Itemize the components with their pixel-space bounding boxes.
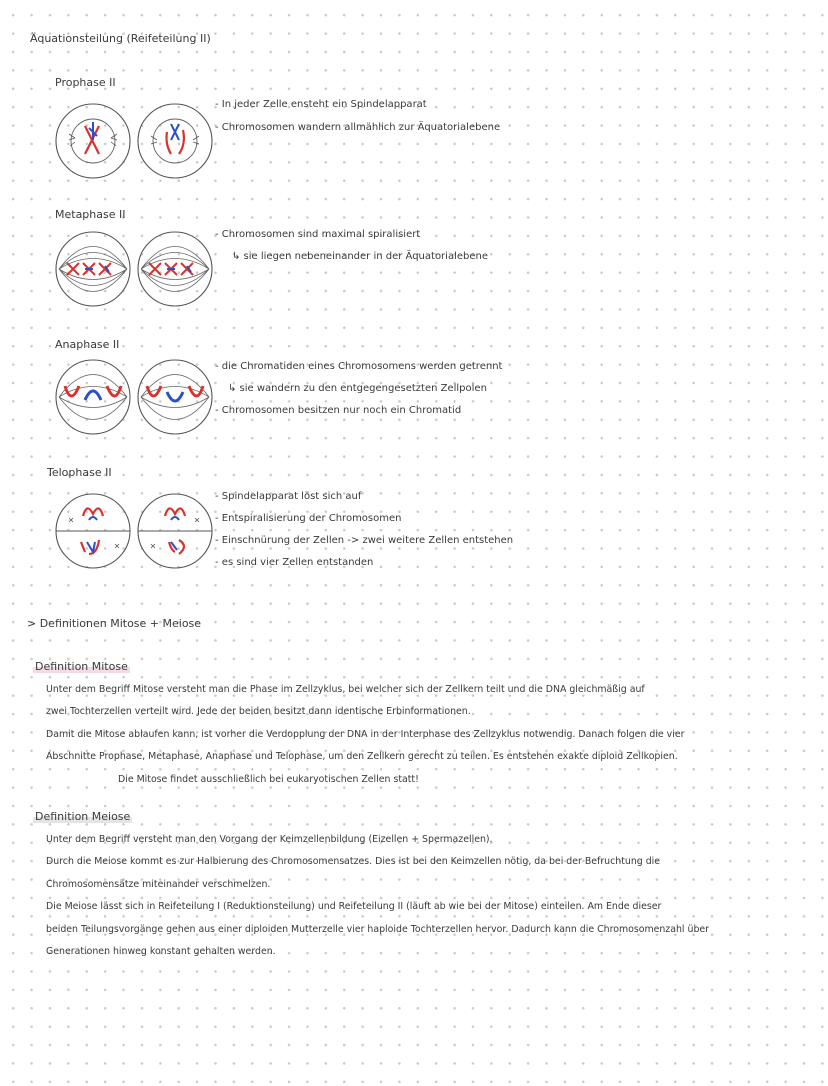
- telophase-note-3: - Einschnürung der Zellen -> zwei weitere Zellen entstehen: [215, 535, 514, 546]
- mitose-heading: [33, 660, 130, 673]
- metaphase-note-2: ↳ sie liegen nebeneinander in der Äquatorialebene: [232, 251, 488, 262]
- prophase-cell-diagram: [55, 100, 215, 182]
- page-title: Äquationsteilung (Reifeteilung II): [30, 32, 211, 45]
- anaphase-note-2: ↳ sie wandern zu den entgegengesetzten Zellpolen: [228, 383, 487, 394]
- meiose-heading-text: Definition Meiose: [35, 810, 131, 823]
- meiose-line-4: Die Meiose lässt sich in Reifeteilung I (Reduktionsteilung) und Reifeteilung II (läuft ab wie bei der Mitose) einteilen. Am Ende dieser: [46, 901, 662, 913]
- meiose-heading: [33, 810, 132, 823]
- meiose-line-1: Unter dem Begriff versteht man den Vorgang der Keimzellenbildung (Eizellen + Spermazellen).: [46, 834, 493, 845]
- prophase-note-2: - Chromosomen wandern allmählich zur Äquatorialebene: [215, 122, 501, 133]
- prophase-note-1: - In jeder Zelle ensteht ein Spindelapparat: [215, 99, 427, 110]
- phase-title-prophase: Prophase II: [55, 76, 116, 89]
- metaphase-note-1: - Chromosomen sind maximal spiralisiert: [215, 229, 421, 240]
- phase-title-telophase: Telophase II: [47, 466, 112, 479]
- mitose-line-2: zwei Tochterzellen verteilt wird. Jede der beiden besitzt dann identische Erbinformationen.: [46, 706, 471, 718]
- telophase-note-1: - Spindelapparat löst sich auf: [215, 491, 362, 502]
- telophase-cell-diagram: [55, 490, 215, 572]
- mitose-line-3: Damit die Mitose ablaufen kann, ist vorher die Verdopplung der DNA in der Interphase des Zellzyklus notwendig. Danach folgen die vier: [46, 728, 685, 740]
- anaphase-note-3: - Chromosomen besitzen nur noch ein Chromatid: [215, 405, 462, 416]
- mitose-line-4: Abschnitte Prophase, Metaphase, Anaphase und Telophase, um den Zellkern gerecht zu teilen. Es entstehen exakte diploid Zellkopien.: [46, 751, 678, 763]
- meiose-paragraph: [46, 829, 709, 963]
- metaphase-cell-diagram: [55, 228, 215, 310]
- anaphase-cell-diagram: [55, 356, 215, 438]
- telophase-note-4: - es sind vier Zellen entstanden: [215, 557, 374, 568]
- anaphase-note-1: - die Chromatiden eines Chromosomens werden getrennt: [215, 361, 503, 372]
- mitose-line-5: Die Mitose findet ausschließlich bei eukaryotischen Zellen statt!: [118, 773, 419, 785]
- mitose-paragraph: [46, 679, 684, 791]
- telophase-note-2: - Entspiralisierung der Chromosomen: [215, 513, 402, 524]
- mitose-heading-text: Definition Mitose: [35, 660, 128, 673]
- phase-title-metaphase: Metaphase II: [55, 208, 126, 221]
- meiose-line-2: Durch die Meiose kommt es zur Halbierung des Chromosomensatzes. Dies ist bei den Keimzellen nötig, da bei der Befruchtung die: [46, 856, 661, 868]
- mitose-line-1: Unter dem Begriff Mitose versteht man die Phase im Zellzyklus, bei welcher sich der Zellkern teilt und die DNA gleichmäßig auf: [46, 684, 645, 695]
- meiose-line-6: Generationen hinweg konstant gehalten werden.: [46, 946, 276, 958]
- phase-title-anaphase: Anaphase II: [55, 338, 120, 351]
- meiose-line-3: Chromosomensätze miteinander verschmelzen.: [46, 878, 271, 890]
- definitions-heading: > Definitionen Mitose + Meiose: [27, 617, 202, 630]
- meiose-line-5: beiden Teilungsvorgänge gehen aus einer diploiden Mutterzelle vier haploide Tochterzellen hervor. Dadurch kann die Chromosomenzahl über: [46, 923, 710, 935]
